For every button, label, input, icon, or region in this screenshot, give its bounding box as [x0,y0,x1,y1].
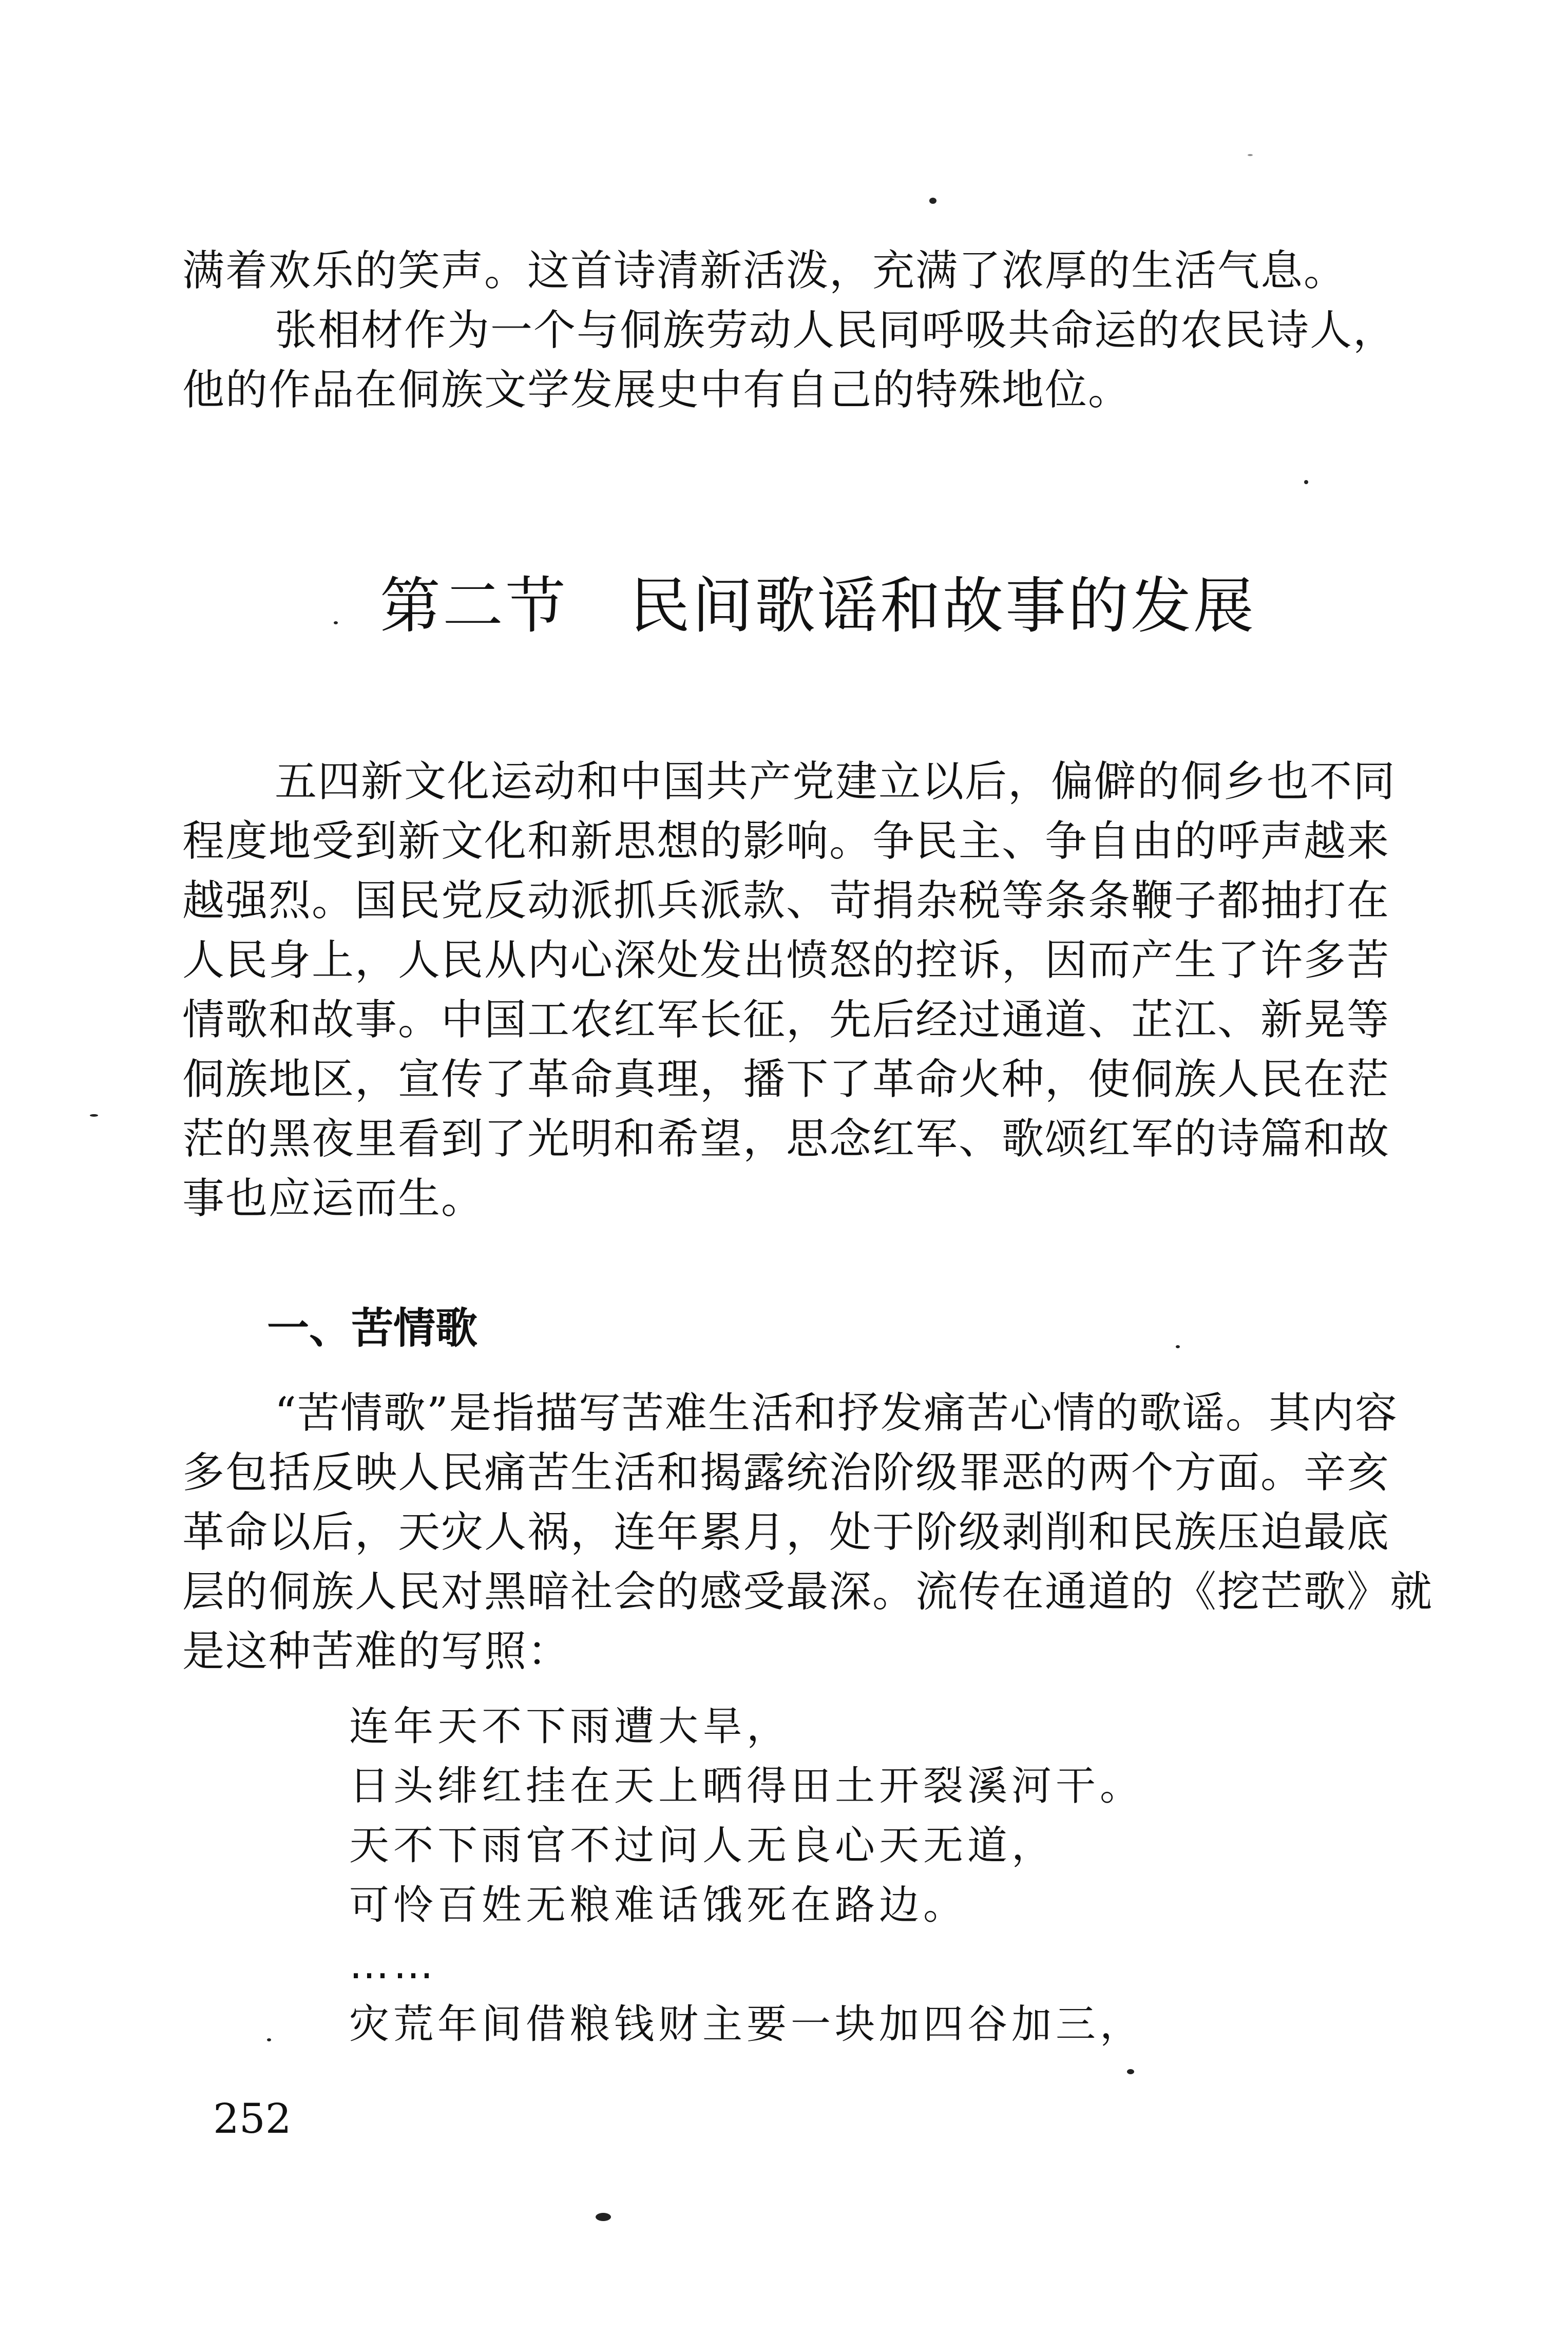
scan-speck [1248,154,1253,156]
text-line: 事也应运而生。 [182,1174,485,1223]
scan-speck [1127,2069,1134,2074]
text-line: 张相材作为一个与侗族劳动人民同呼吸共命运的农民诗人， [275,306,1397,355]
scan-speck [267,2038,271,2041]
scan-speck [334,621,338,624]
text-line: 多包括反映人民痛苦生活和揭露统治阶级罪恶的两个方面。辛亥 [182,1448,1390,1497]
page-number: 252 [213,2095,292,2143]
poem-line: …… [349,1942,437,1988]
text-line: 是这种苦难的写照： [182,1627,571,1676]
poem-block [349,1697,1144,2054]
text-line: 他的作品在侗族文学发展史中有自己的特殊地位。 [182,366,1132,414]
scan-speck [929,198,936,204]
poem-line: 天不下雨官不过问人无良心天无道， [349,1823,1056,1869]
paragraph-kuqing [182,1384,1433,1681]
scan-speck [596,2213,611,2221]
section-number: 第二节 [380,570,568,641]
paragraph-intro [182,752,1404,1229]
text-line: 越强烈。国民党反动派抓兵派款、苛捐杂税等条条鞭子都抽打在 [182,876,1390,925]
poem-line: 灾荒年间借粮钱财主要一块加四谷加三， [349,2001,1144,2048]
text-line: 侗族地区，宣传了革命真理，播下了革命火种，使侗族人民在茫 [182,1055,1390,1104]
text-line: 革命以后，天灾人祸，连年累月，处于阶级剥削和民族压迫最底 [182,1508,1390,1557]
scan-speck [1176,1345,1180,1348]
poem-line: 可怜百姓无粮难话饿死在路边。 [349,1882,968,1928]
paragraph-top [182,241,1404,420]
section-title [380,567,1256,644]
poem-line: 日头绯红挂在天上晒得田土开裂溪河干。 [349,1763,1144,1809]
text-line: 程度地受到新文化和新思想的影响。争民主、争自由的呼声越来 [182,817,1390,866]
text-line: 满着欢乐的笑声。这首诗清新活泼，充满了浓厚的生活气息。 [182,246,1347,295]
text-line: 层的侗族人民对黑暗社会的感受最深。流传在通道的《挖芒歌》就 [182,1567,1433,1616]
subsection-heading: 一、苦情歌 [267,1304,478,1353]
text-line: 人民身上，人民从内心深处发出愤怒的控诉，因而产生了许多苦 [182,936,1390,985]
text-line: 情歌和故事。中国工农红军长征，先后经过通道、芷江、新晃等 [182,996,1390,1044]
text-line: 茫的黑夜里看到了光明和希望，思念红军、歌颂红军的诗篇和故 [182,1115,1390,1163]
text-line: 五四新文化运动和中国共产党建立以后，偏僻的侗乡也不同 [275,757,1397,806]
poem-line: 连年天不下雨遭大旱， [349,1704,791,1750]
scan-speck [90,1114,98,1117]
section-heading: 民间歌谣和故事的发展 [629,570,1256,641]
text-line: “苦情歌”是指描写苦难生活和抒发痛苦心情的歌谣。其内容 [275,1389,1398,1438]
scan-speck [1304,480,1308,484]
